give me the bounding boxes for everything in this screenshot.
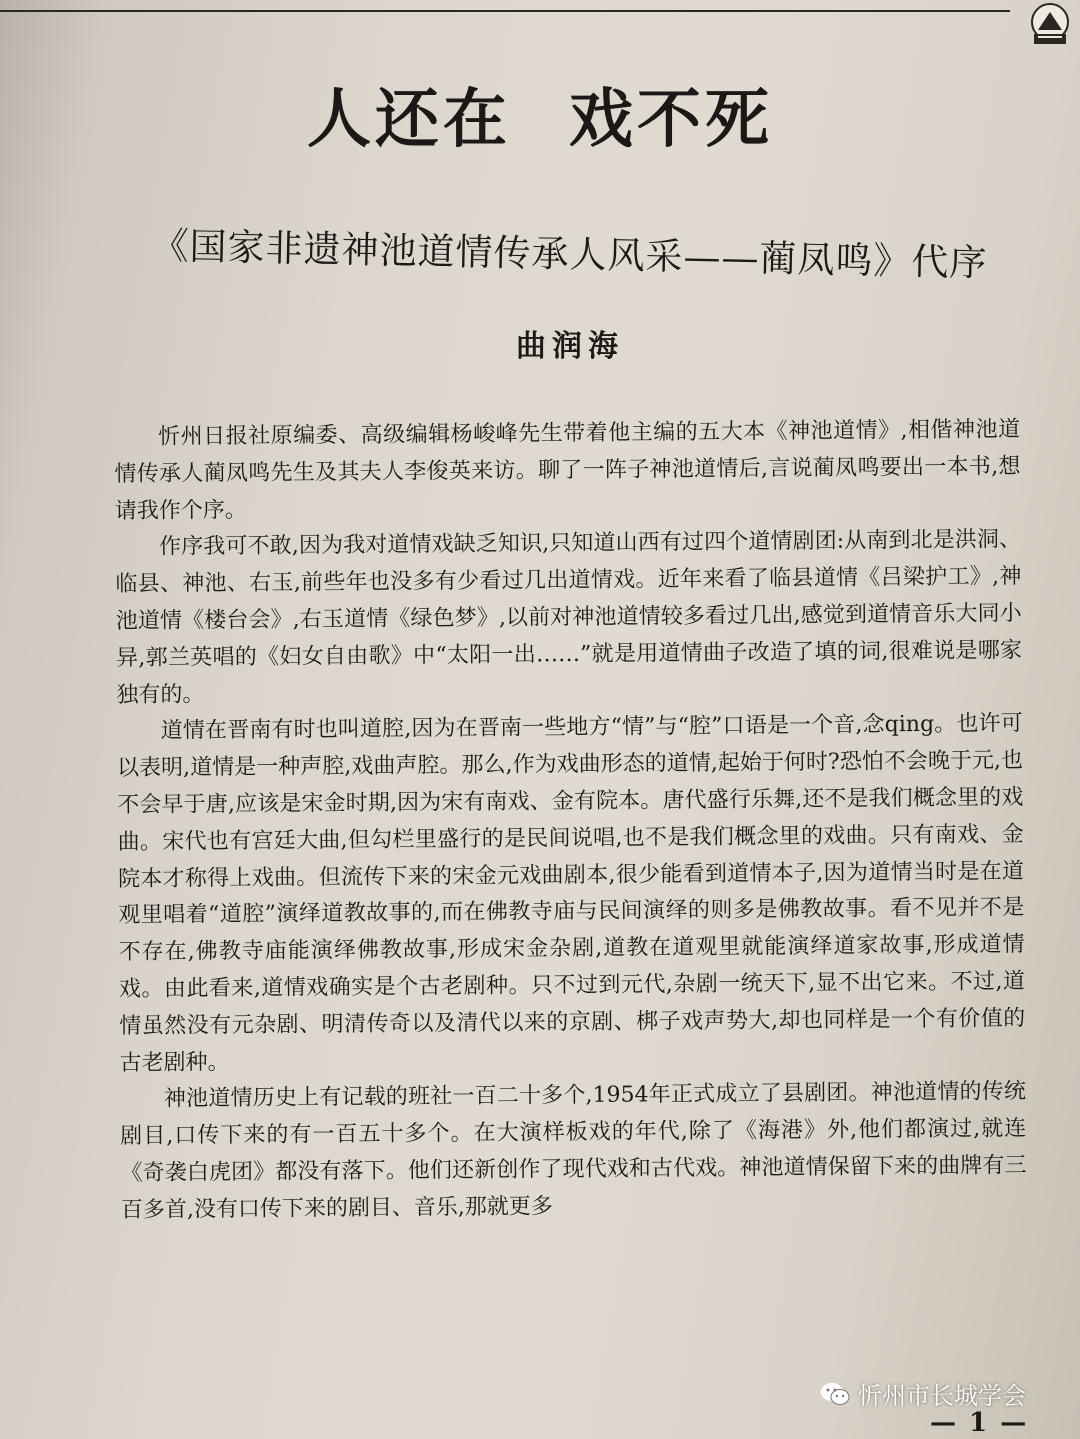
paragraph-2: 作序我可不敢,因为我对道情戏缺乏知识,只知道山西有过四个道情剧团:从南到北是洪洞、临县、神池、右玉,前些年也没多有少看过几出道情戏。近年来看了临县道情《吕梁护工》,神池道情《楼台会》,右玉道情《绿色梦》,以前对神池道情较多看过几出,感觉到道情音乐大同小异,郭兰英唱的《妇女自由歌》中“太阳一出……”就是用道情曲子改造了填的词,很难说是哪家独有的。 (115, 527, 1023, 708)
title-left: 人还在 (307, 82, 511, 157)
body-text (114, 412, 1027, 1229)
page-number: — 1 — (930, 1408, 1029, 1438)
paragraph-4: 神池道情历史上有记载的班社一百二十多个,1954年正式成立了县剧团。神池道情的传统剧目,口传下来的有一百五十多个。在大演样板戏的年代,除了《海港》外,他们都演过,就连《奇袭白虎团》都没有落下。他们还新创作了现代戏和古代戏。神池道情保留下来的曲牌有三百多首,没有口传下来的剧目、音乐,那就更多 (120, 1079, 1027, 1223)
paragraph-1: 忻州日报社原编委、高级编辑杨峻峰先生带着他主编的五大本《神池道情》,相偕神池道情传承人蔺凤鸣先生及其夫人李俊英来访。聊了一阵子神池道情后,言说蔺凤鸣要出一本书,想请我作个序。 (114, 417, 1021, 524)
header-rule (0, 10, 1010, 12)
wechat-icon (820, 1381, 850, 1407)
subtitle: 《国家非遗神池道情传承人风采——蔺凤鸣》代序 (151, 224, 988, 285)
page-title (0, 82, 1080, 157)
book-emblem-icon (1024, 0, 1076, 50)
author-name: 曲润海 (516, 329, 624, 364)
watermark-text: 忻州市长城学会 (858, 1382, 1026, 1410)
title-right: 戏不死 (569, 82, 773, 157)
paragraph-3: 道情在晋南有时也叫道腔,因为在晋南一些地方“情”与“腔”口语是一个音,念qing。也许可以表明,道情是一种声腔,戏曲声腔。那么,作为戏曲形态的道情,起始于何时?恐怕不会晚于元,也不会早于唐,应该是宋金时期,因为宋有南戏、金有院本。唐代盛行乐舞,还不是我们概念里的戏曲。宋代也有宫廷大曲,但勾栏里盛行的是民间说唱,也不是我们概念里的戏曲。只有南戏、金院本才称得上戏曲。但流传下来的宋金元戏曲剧本,很少能看到道情本子,因为道情当时是在道观里唱着“道腔”演绎道教故事的,而在佛教寺庙与民间演绎的则多是佛教故事。看不见并不是不存在,佛教寺庙能演绎佛教故事,形成宋金杂剧,道教在道观里就能演绎道家故事,形成道情戏。由此看来,道情戏确实是个古老剧种。只不过到元代,杂剧一统天下,显不出它来。不过,道情虽然没有元杂剧、明清传奇以及清代以来的京剧、梆子戏声势大,却也同样是一个有价值的古老剧种。 (116, 711, 1026, 1076)
wechat-watermark (820, 1376, 1026, 1411)
